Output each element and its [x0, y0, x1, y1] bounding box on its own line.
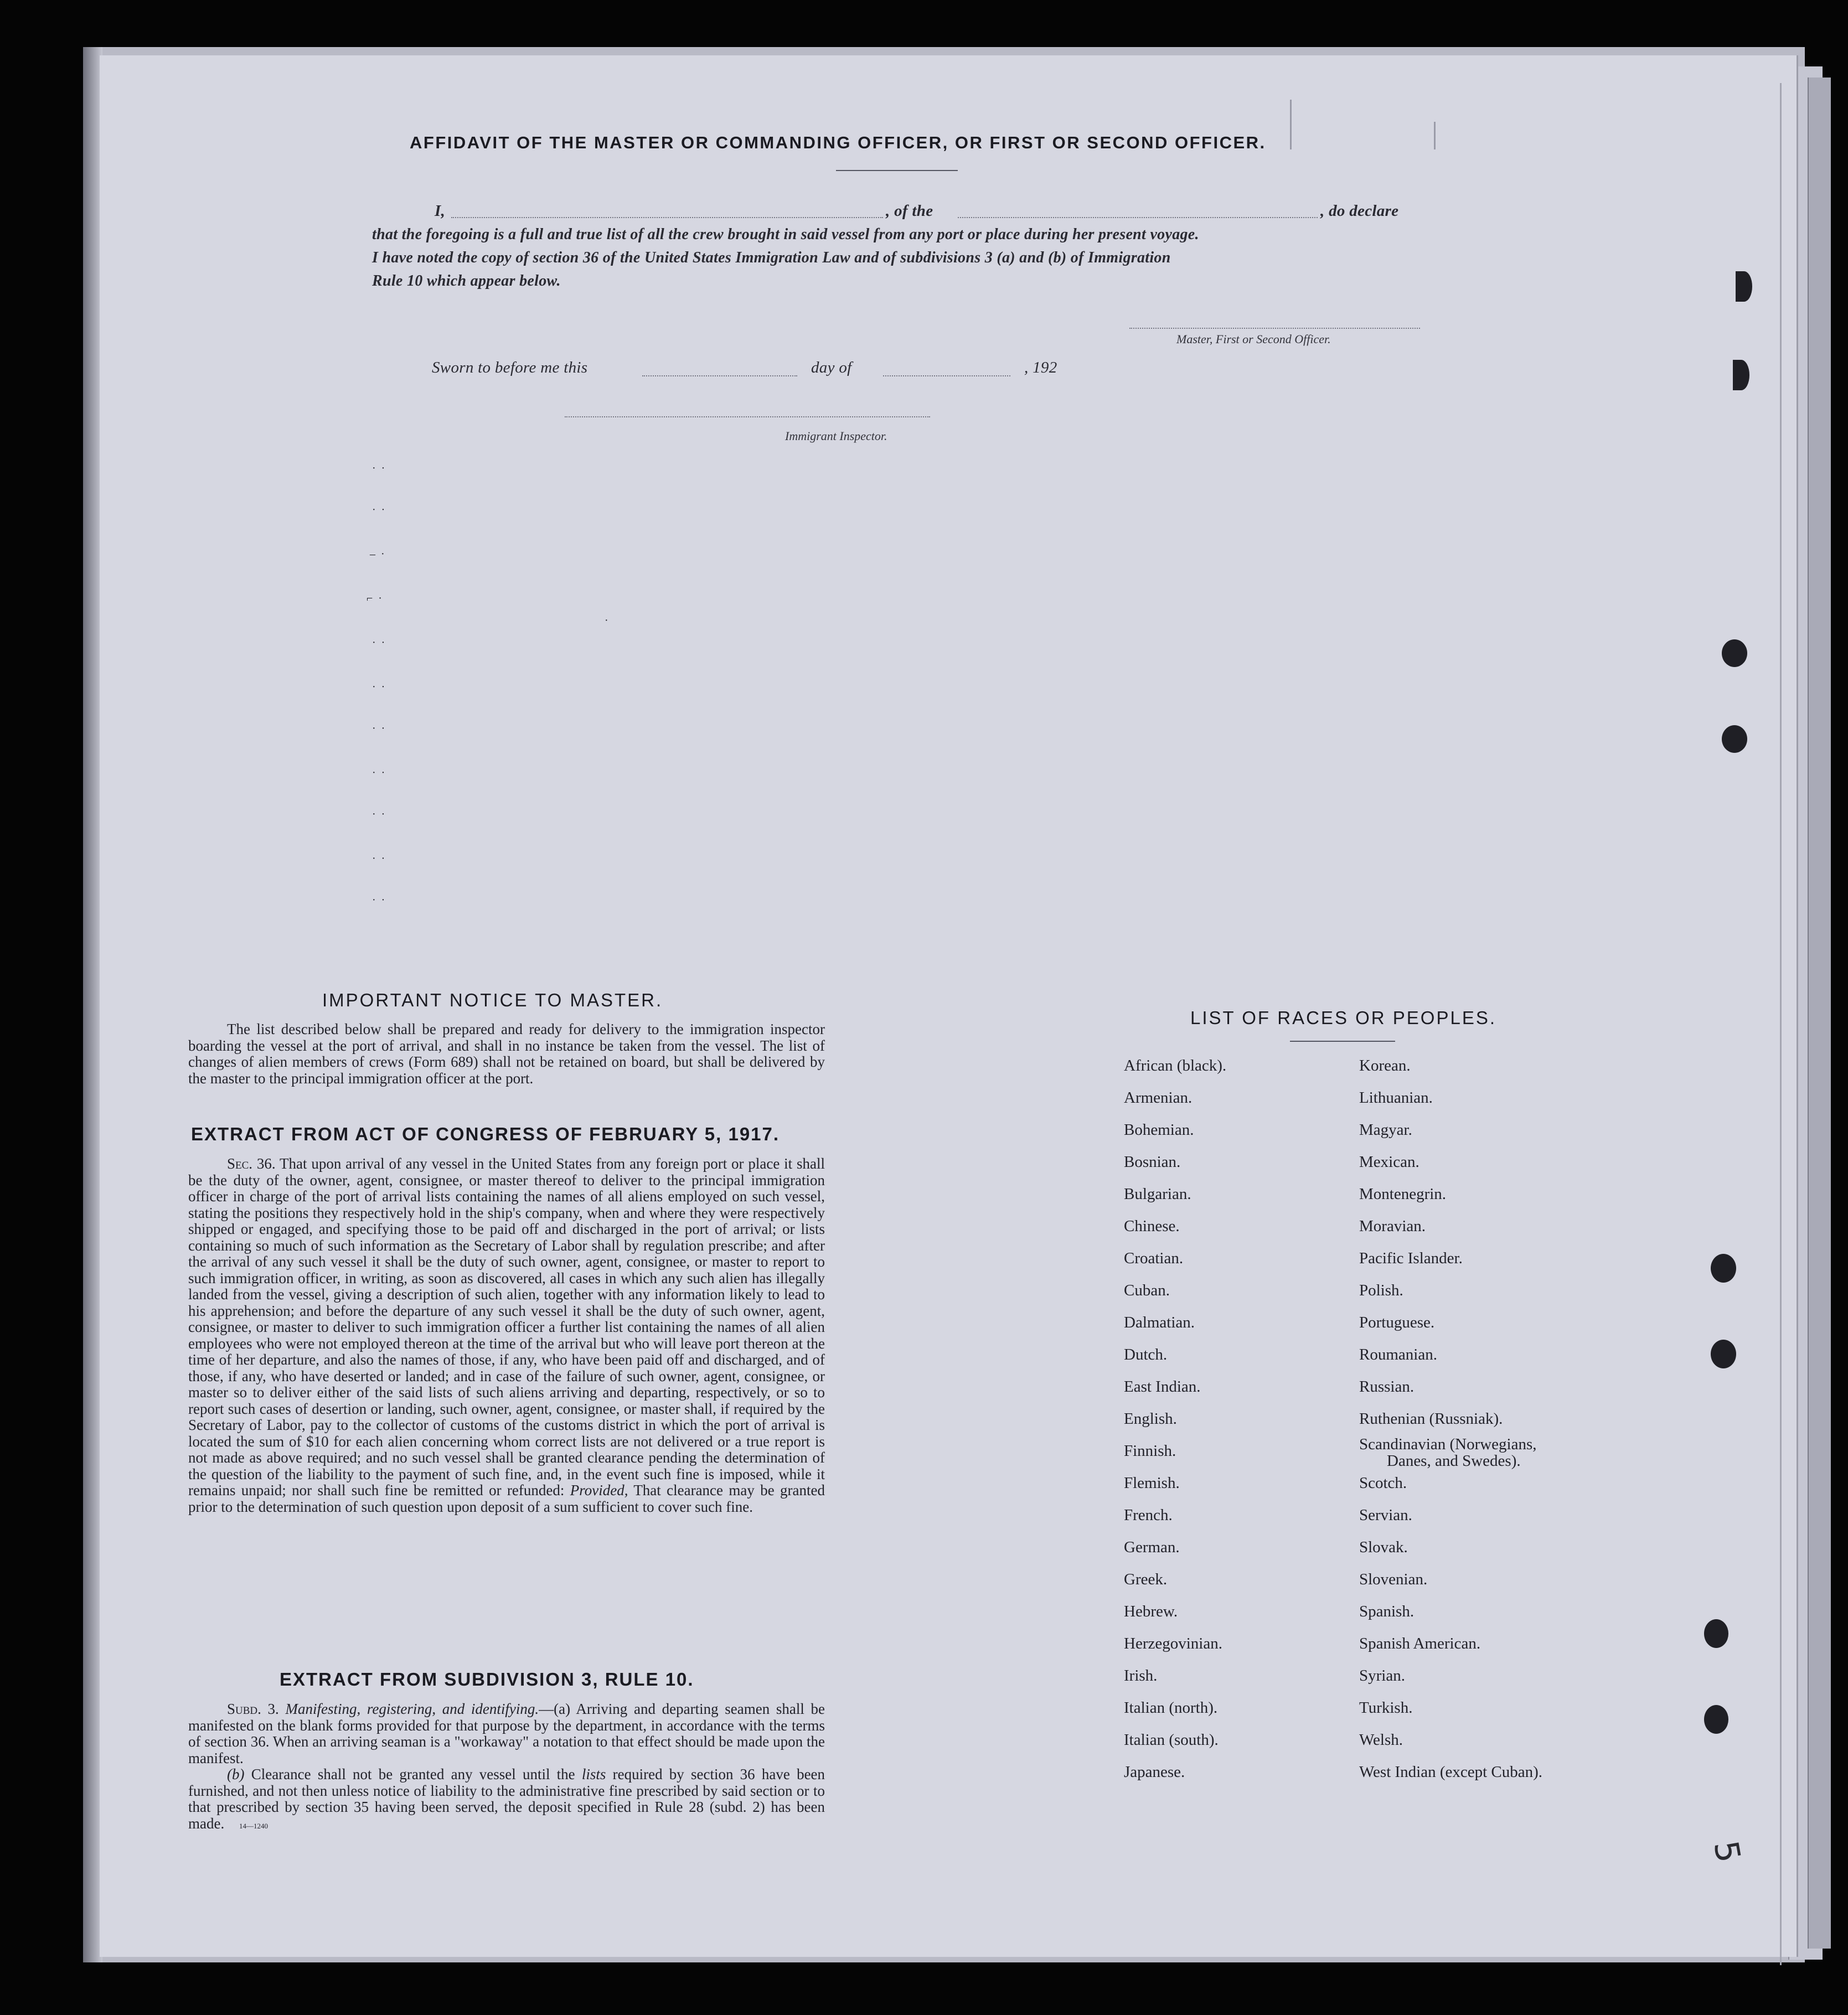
race-item: English.	[1124, 1410, 1177, 1428]
page-edge-right-2	[1808, 78, 1831, 1949]
affidavit-i-label: I,	[435, 202, 446, 220]
rule-title: EXTRACT FROM SUBDIVISION 3, RULE 10.	[280, 1669, 694, 1690]
margin-dots: · ·	[372, 894, 385, 906]
margin-dots: · ·	[372, 504, 385, 516]
race-item: Croatian.	[1124, 1249, 1184, 1267]
rule-subd-heading: Manifesting, registering, and identifying.	[285, 1701, 539, 1717]
name-field-line	[451, 217, 883, 218]
race-item: German.	[1124, 1538, 1180, 1556]
rule-paragraph	[188, 1701, 825, 1834]
punch-hole	[1733, 360, 1749, 390]
margin-dots: · ·	[372, 722, 385, 735]
act-title: EXTRACT FROM ACT OF CONGRESS OF FEBRUARY 5, 1917.	[191, 1124, 780, 1144]
affidavit-title: AFFIDAVIT OF THE MASTER OR COMMANDING OFFICER, OR FIRST OR SECOND OFFICER.	[410, 133, 1266, 152]
rule-b-text-2: required by section 36 have been furnished, and not then unless notice of liability to the administrative fine prescribed by said section or to that prescribed by section 35 having been served, the deposit specified in Rule 28 (subd. 2) has been made.	[188, 1766, 825, 1832]
margin-dots: · ·	[372, 681, 385, 693]
race-item: Pacific Islander.	[1359, 1249, 1463, 1267]
notice-text: The list described below shall be prepared and ready for delivery to the immigration inspector boarding the vessel at the port of arrival, and shall in no instance be taken from the vessel. The list of changes of alien members of crews (Form 689) shall not be retained on board, but shall be delivered by the master to the principal immigration officer at the port.	[188, 1021, 825, 1087]
sworn-day-line	[642, 375, 797, 376]
race-item: Japanese.	[1124, 1763, 1185, 1781]
rule-a-text: Arriving and departing seamen shall be manifested on the blank forms provided for that purpose by the department, in accordance with the terms of section 36. When an arriving seaman is a "workaway" a notation to that effect should be made upon the manifest.	[188, 1701, 825, 1766]
sworn-label: Sworn to before me this	[432, 359, 588, 376]
act-text: That upon arrival of any vessel in the United States from any foreign port or place it shall be the duty of the owner, agent, consignee, or master thereof to deliver to the principal immigration officer in charge of the port of arrival lists containing the names of all aliens employed on such vessel, stating the positions they respectively hold in the ship's company, when and where they were respectively shipped or engaged, and specifying those to be paid off and discharged in the port of arrival; or lists containing so much of such information as the Secretary of Labor shall by regulation prescribe; and after the arrival of any such vessel it shall be the duty of such owner, agent, consignee, or master to report to such immigration officer, in writing, as soon as discovered, all cases in which any such alien has illegally landed from the vessel, giving a description of such alien, together with any information likely to lead to his apprehension; and before the departure of any such vessel it shall be the duty of such owner, agent, consignee, or master to deliver to such immigration officer a further list containing the names of all alien employees who were not employed thereon at the time of the arrival but who will leave port thereon at the time of her departure, and also the names of those, if any, who have been paid off and discharged, and of those, if any, who have deserted or landed; and in case of the failure of such owner, agent, consignee, or master so to deliver either of the said lists of such aliens arriving and departing, respectively, or so to report such cases of desertion or landing, such owner, agent, consignee, or master shall, if required by the Secretary of Labor, pay to the collector of customs of the customs district in which the port of arrival is located the sum of $10 for each alien concerning whom correct lists are not delivered or a true report is not made as above required; and no such vessel shall be granted clearance pending the determination of the question of the liability to the payment of such fine, and, in the event such fine is imposed, while it remains unpaid; nor shall such fine be remitted or refunded:	[188, 1155, 825, 1499]
race-item: Turkish.	[1359, 1699, 1413, 1717]
tick-mark	[1434, 122, 1436, 149]
punch-hole	[1711, 1340, 1736, 1368]
tick-mark	[1290, 100, 1292, 149]
race-item: Roumanian.	[1359, 1346, 1437, 1363]
rule-b-label: (b)	[227, 1766, 245, 1782]
vessel-field-line	[958, 217, 1318, 218]
affidavit-line-3: I have noted the copy of section 36 of the United States Immigration Law and of subdivisions 3 (a) and (b) of Immigration	[372, 249, 1171, 266]
race-item: East Indian.	[1124, 1378, 1201, 1396]
inspector-signature-line	[565, 416, 930, 417]
divider	[836, 170, 958, 171]
race-item: Bulgarian.	[1124, 1185, 1191, 1203]
race-item: Mexican.	[1359, 1153, 1419, 1171]
act-text-end: That clearance may be granted prior to the determination of such question upon deposit of a sum sufficient to cover such fine.	[188, 1482, 825, 1515]
notice-paragraph	[188, 1021, 825, 1087]
punch-hole	[1704, 1705, 1728, 1734]
day-of-label: day of	[811, 359, 852, 376]
races-left-column	[1124, 1057, 1226, 1796]
race-item: Cuban.	[1124, 1282, 1170, 1299]
race-item: Bohemian.	[1124, 1121, 1194, 1139]
rule-b-text-1: Clearance shall not be granted any vessel until the	[251, 1766, 575, 1782]
margin-dots: ·	[605, 614, 608, 627]
race-item: Polish.	[1359, 1282, 1403, 1299]
form-number: 14—1240	[239, 1821, 268, 1830]
race-item: Armenian.	[1124, 1089, 1193, 1107]
race-item: Moravian.	[1359, 1217, 1426, 1235]
margin-dots: – ·	[370, 548, 385, 560]
race-item: African (black).	[1124, 1057, 1227, 1074]
race-item: Dalmatian.	[1124, 1314, 1195, 1331]
race-item: West Indian (except Cuban).	[1359, 1763, 1543, 1781]
race-item: Slovenian.	[1359, 1570, 1428, 1588]
divider	[1290, 1041, 1395, 1042]
races-title: LIST OF RACES OR PEOPLES.	[1190, 1008, 1497, 1028]
race-item: Irish.	[1124, 1667, 1158, 1685]
race-item: Servian.	[1359, 1506, 1412, 1524]
race-item: Syrian.	[1359, 1667, 1405, 1685]
margin-handwritten-number: 5	[1706, 1838, 1748, 1866]
race-item: Welsh.	[1359, 1731, 1403, 1749]
column-rule	[1780, 83, 1782, 1965]
race-item: Finnish.	[1124, 1442, 1176, 1460]
race-item: Herzegovinian.	[1124, 1635, 1222, 1652]
master-signature-label: Master, First or Second Officer.	[1176, 332, 1331, 346]
race-item: Montenegrin.	[1359, 1185, 1447, 1203]
race-item: Ruthenian (Russniak).	[1359, 1410, 1503, 1428]
punch-hole	[1711, 1254, 1736, 1283]
punch-hole	[1704, 1619, 1728, 1648]
race-item: Italian (north).	[1124, 1699, 1218, 1717]
act-provided: Provided,	[570, 1482, 628, 1499]
margin-dots: · ·	[372, 637, 385, 649]
punch-hole	[1736, 271, 1752, 302]
margin-dots: · ·	[372, 852, 385, 865]
race-item: Korean.	[1359, 1057, 1411, 1074]
master-signature-line	[1129, 328, 1420, 329]
affidavit-do-declare: , do declare	[1320, 202, 1399, 220]
race-item: Flemish.	[1124, 1474, 1180, 1492]
month-line	[883, 375, 1010, 376]
race-item: Slovak.	[1359, 1538, 1408, 1556]
notice-title: IMPORTANT NOTICE TO MASTER.	[322, 990, 663, 1010]
act-paragraph	[188, 1156, 825, 1515]
rule-b-lists: lists	[581, 1766, 606, 1782]
race-item-continuation: Danes, and Swedes).	[1387, 1452, 1521, 1470]
races-right-column	[1359, 1057, 1542, 1796]
race-item: Italian (south).	[1124, 1731, 1219, 1749]
margin-dots: · ·	[372, 767, 385, 779]
race-item: Hebrew.	[1124, 1603, 1178, 1620]
margin-dots: · ·	[372, 462, 385, 474]
year-label: , 192	[1024, 359, 1057, 376]
affidavit-line-2: that the foregoing is a full and true list of all the crew brought in said vessel from any port or place during her present voyage.	[372, 226, 1199, 243]
race-item: Spanish American.	[1359, 1635, 1481, 1652]
affidavit-line-4: Rule 10 which appear below.	[372, 272, 561, 290]
race-item: Dutch.	[1124, 1346, 1168, 1363]
punch-hole	[1722, 725, 1747, 753]
race-item: Russian.	[1359, 1378, 1415, 1396]
race-item: Magyar.	[1359, 1121, 1412, 1139]
race-item: Scandinavian (Norwegians, Danes, and Swedes).	[1359, 1436, 1542, 1468]
race-item: Spanish.	[1359, 1603, 1415, 1620]
race-item: Portuguese.	[1359, 1314, 1435, 1331]
rule-subd-label: Subd. 3.	[227, 1701, 279, 1717]
race-item: Scotch.	[1359, 1474, 1407, 1492]
punch-hole	[1722, 639, 1747, 667]
race-item: Bosnian.	[1124, 1153, 1181, 1171]
race-item: French.	[1124, 1506, 1173, 1524]
rule-a-label: —(a)	[539, 1701, 571, 1717]
margin-dots: · ·	[372, 808, 385, 820]
margin-dots: ⌐ ·	[366, 592, 382, 604]
race-item: Chinese.	[1124, 1217, 1180, 1235]
act-section-label: Sec. 36.	[227, 1155, 276, 1172]
race-item: Lithuanian.	[1359, 1089, 1433, 1107]
affidavit-of-the: , of the	[886, 202, 933, 220]
inspector-signature-label: Immigrant Inspector.	[785, 429, 887, 443]
race-item: Greek.	[1124, 1570, 1168, 1588]
